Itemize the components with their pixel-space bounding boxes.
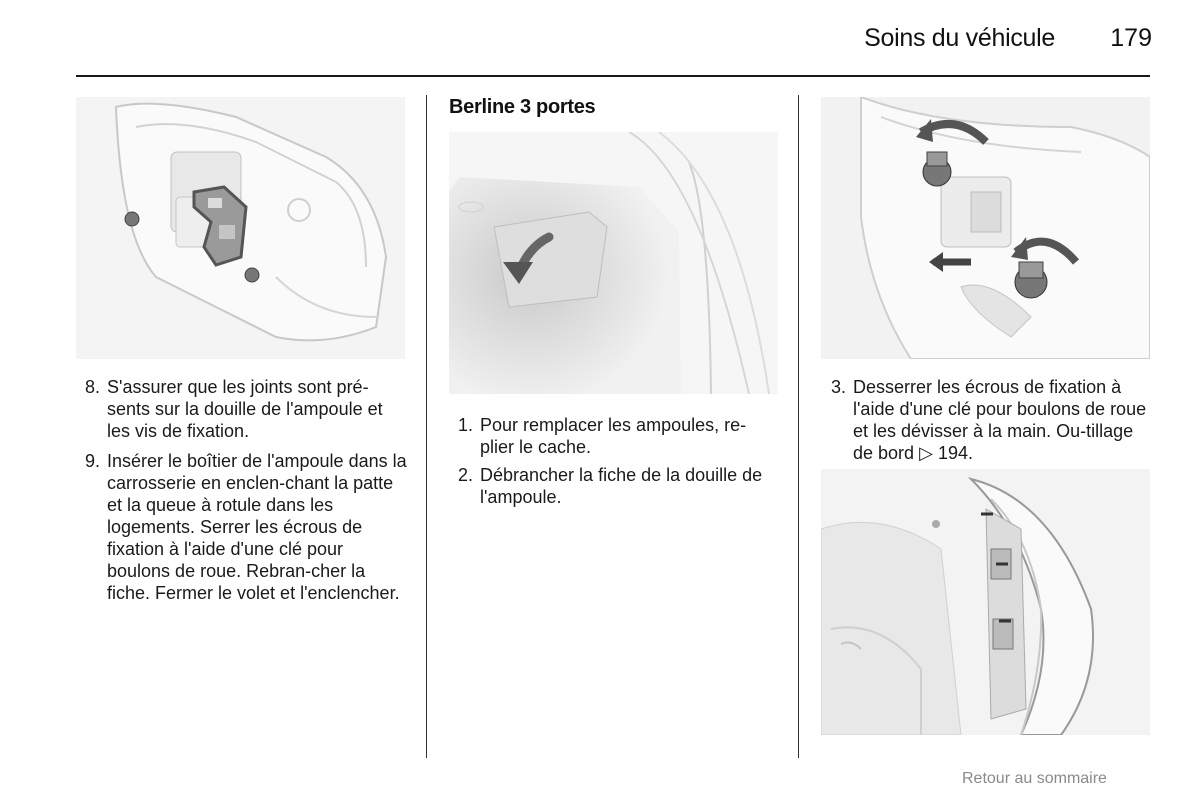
light-unit-removal-drawing [821, 469, 1150, 735]
step-number: 2. [458, 465, 474, 485]
column-divider-right [798, 95, 799, 758]
arrow-reference-icon: ▷ [919, 443, 933, 463]
page-number: 179 [1110, 24, 1152, 52]
step-text: S'assurer que les joints sont pré-sents sur la douille de l'ampoule et les vis de fixation. [107, 377, 383, 441]
illustration-lamp-socket [76, 97, 405, 359]
step-number: 1. [458, 415, 474, 435]
back-to-contents-link[interactable]: Retour au sommaire [962, 770, 1107, 787]
step-number: 3. [831, 377, 847, 397]
step-3 [831, 376, 1153, 464]
section-heading: Berline 3 portes [449, 96, 596, 118]
step-2 [458, 464, 780, 508]
step-8 [85, 376, 407, 442]
step-1 [458, 414, 780, 458]
step-number: 8. [85, 377, 101, 397]
column-divider-left [426, 95, 427, 758]
step-text: Pour remplacer les ampoules, re-plier le cache. [480, 415, 747, 457]
header-rule [76, 75, 1150, 77]
fixing-nuts-drawing [821, 97, 1150, 359]
step-text [853, 376, 1153, 464]
step-9 [85, 450, 407, 604]
trunk-cover-drawing [449, 132, 778, 394]
step-number: 9. [85, 451, 101, 471]
illustration-light-unit-removal [821, 469, 1150, 735]
page-header-title: Soins du véhicule [864, 24, 1055, 52]
illustration-fixing-nuts [821, 97, 1150, 359]
step-page-ref: 194. [937, 443, 973, 463]
step-text: Insérer le boîtier de l'ampoule dans la carrosserie en enclen-chant la patte et la queue à rotule dans les logements. Serrer les écrous de fixation à l'aide d'une clé pour boulons de roue. Rebran-cher la fiche. Fermer le volet et l'enclencher. [107, 451, 407, 603]
illustration-trunk-cover [449, 132, 778, 394]
lamp-socket-drawing [76, 97, 405, 359]
step-text: Débrancher la fiche de la douille de l'ampoule. [480, 465, 763, 507]
step-text-main: Desserrer les écrous de fixation à l'aide d'une clé pour boulons de roue et les dévisser à la main. Ou-tillage de bord [853, 377, 1147, 463]
